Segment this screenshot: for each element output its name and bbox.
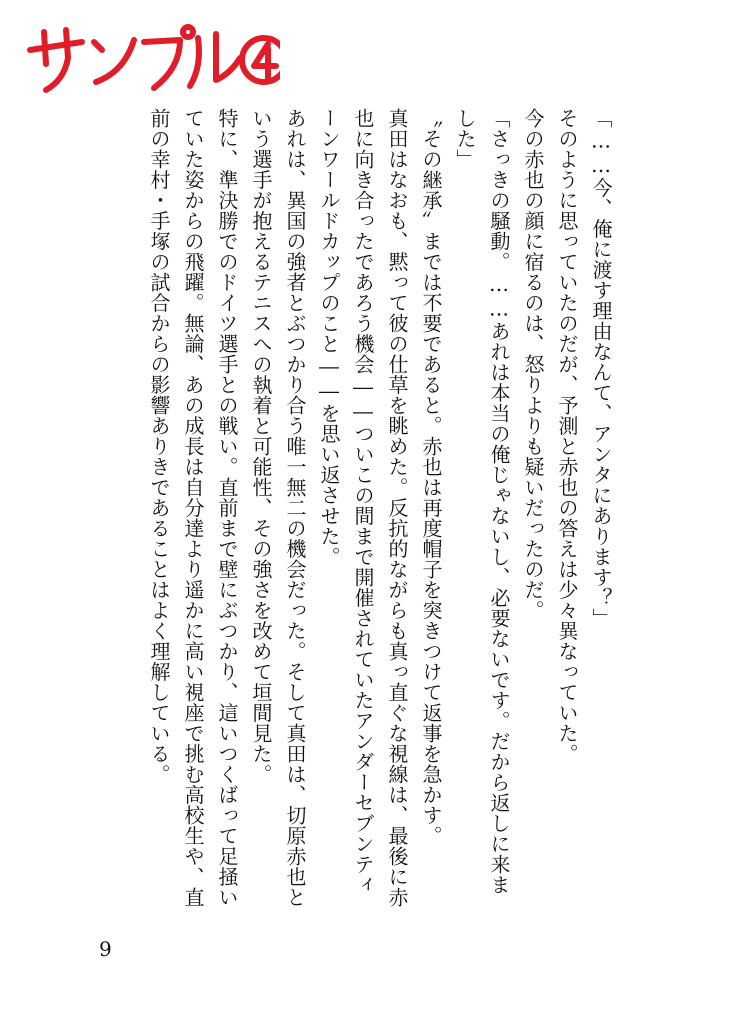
- sample-stamp-drawing: [20, 18, 280, 98]
- vertical-body-text: [142, 108, 618, 908]
- paragraph: 真田はなおも、黙って彼の仕草を眺めた。反抗的ながらも真っ直ぐな視線は、最後に赤也に向き合ったであろう機会――ついこの間まで開催されていたアンダーセブンティーンワールドカップのこと――を思い返させた。: [317, 108, 409, 908]
- sample-stamp: [20, 18, 280, 98]
- paragraph: そのように思っていたのだが、予測と赤也の答えは少々異なっていた。: [555, 108, 579, 764]
- paragraph: 〝その継承〟までは不要であると。赤也は再度帽子を突きつけて返事を急かす。: [419, 108, 443, 846]
- page-number: 9: [99, 937, 112, 961]
- paragraph: 特に、準決勝でのドイツ選手との戦い。直前まで壁にぶつかり、這いつくばって足掻いていた姿からの飛躍。無論、あの成長は自分達より遥かに高い視座で挑む高校生や、直前の幸村・手塚の試合からの影響ありきであることはよく理解している。: [147, 108, 239, 908]
- paragraph: あれは、異国の強者とぶつかり合う唯一無二の機会だった。そして真田は、切原赤也という選手が抱えるテニスへの執着と可能性、その強さを改めて垣間見た。: [249, 108, 307, 908]
- paragraph: 「……今、俺に渡す理由なんて、アンタにあります？」: [589, 108, 613, 629]
- paragraph: 今の赤也の顔に宿るのは、怒りよりも疑いだったのだ。: [521, 108, 545, 621]
- paragraph: 「さっきの騒動。……あれは本当の俺じゃないし、必要ないです。だから返しに来ました」: [453, 108, 511, 895]
